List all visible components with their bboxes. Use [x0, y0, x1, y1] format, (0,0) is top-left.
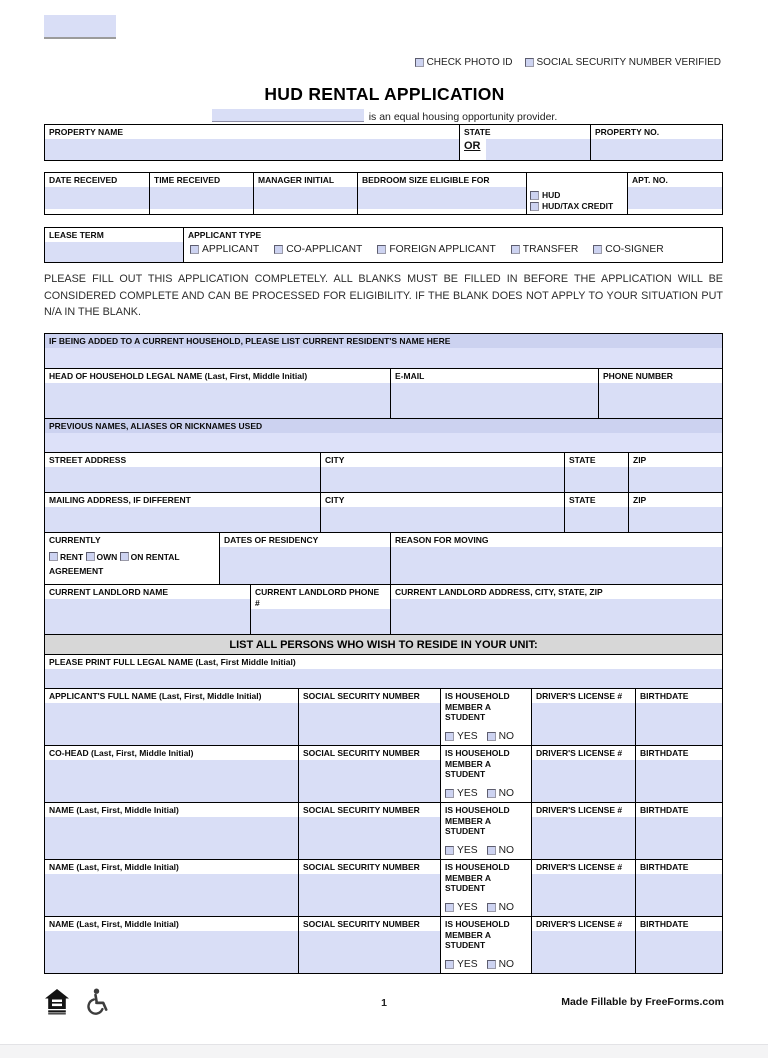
landlord-address-input[interactable]: [391, 599, 722, 634]
manager-initial-label: MANAGER INITIAL: [258, 175, 335, 185]
currently-label: CURRENTLY: [49, 535, 101, 545]
currently-options: [45, 547, 219, 582]
transfer-checkbox[interactable]: [511, 245, 520, 254]
hud-tax-credit-checkbox[interactable]: [530, 202, 539, 211]
ssn-verified-checkbox[interactable]: [525, 58, 534, 67]
yes-label: YES: [457, 902, 478, 913]
added-to-household-input[interactable]: [45, 348, 722, 368]
lease-term-label: LEASE TERM: [49, 230, 104, 240]
dates-of-residency-label: DATES OF RESIDENCY: [224, 535, 319, 545]
bedroom-size-label: BEDROOM SIZE ELIGIBLE FOR: [362, 175, 490, 185]
birthdate-label: BIRTHDATE: [640, 862, 689, 872]
person-name-input[interactable]: [45, 817, 298, 859]
person-row: [45, 802, 722, 859]
ssn-input[interactable]: [299, 817, 440, 859]
rent-checkbox[interactable]: [49, 552, 58, 561]
dates-of-residency-input[interactable]: [220, 547, 390, 584]
state-value: OR: [464, 139, 481, 152]
landlord-address-label: CURRENT LANDLORD ADDRESS, CITY, STATE, ZIP: [395, 587, 603, 597]
own-label: OWN: [96, 551, 118, 562]
received-table: [44, 172, 723, 215]
license-input[interactable]: [532, 931, 635, 973]
ssn-label: SOCIAL SECURITY NUMBER: [303, 805, 420, 815]
student-yes-checkbox[interactable]: [445, 846, 454, 855]
time-received-label: TIME RECEIVED: [154, 175, 221, 185]
license-label: DRIVER'S LICENSE #: [536, 691, 623, 701]
yes-label: YES: [457, 788, 478, 799]
page-title: HUD RENTAL APPLICATION: [264, 84, 505, 104]
person-name-input[interactable]: [45, 874, 298, 916]
hud-options: [527, 189, 627, 214]
ssn-input[interactable]: [299, 703, 440, 745]
mailing-address-label: MAILING ADDRESS, IF DIFFERENT: [49, 495, 191, 505]
city-label: CITY: [325, 455, 345, 465]
city-label: CITY: [325, 495, 345, 505]
landlord-name-input[interactable]: [45, 599, 250, 634]
license-input[interactable]: [532, 817, 635, 859]
apt-no-input[interactable]: [628, 187, 722, 209]
reason-for-moving-label: REASON FOR MOVING: [395, 535, 489, 545]
license-label: DRIVER'S LICENSE #: [536, 919, 623, 929]
subtitle: [44, 109, 725, 123]
person-name-input[interactable]: [45, 703, 298, 745]
on-rental-agreement-label: ON RENTAL AGREEMENT: [49, 551, 180, 577]
ssn-label: SOCIAL SECURITY NUMBER: [303, 862, 420, 872]
birthdate-label: BIRTHDATE: [640, 748, 689, 758]
no-label: NO: [498, 845, 515, 856]
page-bottom-edge: [0, 1044, 768, 1058]
no-label: NO: [498, 731, 515, 742]
co-applicant-checkbox[interactable]: [274, 245, 283, 254]
no-label: NO: [498, 902, 515, 913]
persons-section-header: LIST ALL PERSONS WHO WISH TO RESIDE IN YOUR UNIT:: [45, 635, 722, 654]
check-photo-id-label: CHECK PHOTO ID: [426, 57, 513, 68]
property-name-input[interactable]: [45, 139, 459, 160]
state-label: STATE: [569, 495, 596, 505]
license-label: DRIVER'S LICENSE #: [536, 805, 623, 815]
email-label: E-MAIL: [395, 371, 425, 381]
page-footer: [44, 988, 724, 1022]
person-row: [45, 859, 722, 916]
state-label: STATE: [569, 455, 596, 465]
household-table: [44, 333, 723, 974]
landlord-phone-input[interactable]: [251, 609, 390, 634]
student-no-checkbox[interactable]: [487, 732, 496, 741]
birthdate-label: BIRTHDATE: [640, 805, 689, 815]
license-label: DRIVER'S LICENSE #: [536, 862, 623, 872]
foreign-applicant-checkbox[interactable]: [377, 245, 386, 254]
mailing-address-input[interactable]: [45, 507, 320, 532]
street-address-label: STREET ADDRESS: [49, 455, 127, 465]
student-label: IS HOUSEHOLD MEMBER A STUDENT: [445, 919, 510, 951]
zip-input[interactable]: [629, 467, 722, 492]
reason-for-moving-input[interactable]: [391, 547, 722, 584]
student-yes-checkbox[interactable]: [445, 960, 454, 969]
transfer-label: TRANSFER: [522, 243, 579, 255]
student-no-checkbox[interactable]: [487, 789, 496, 798]
print-full-name-label: PLEASE PRINT FULL LEGAL NAME (Last, First Middle Initial): [49, 657, 296, 667]
hud-checkbox[interactable]: [530, 191, 539, 200]
mailing-zip-input[interactable]: [629, 507, 722, 532]
license-input[interactable]: [532, 874, 635, 916]
apt-no-label: APT. NO.: [632, 175, 668, 185]
head-legal-name-input[interactable]: [45, 383, 390, 418]
birthdate-input[interactable]: [636, 703, 722, 745]
landlord-name-label: CURRENT LANDLORD NAME: [49, 587, 168, 597]
hud-label: HUD: [542, 190, 561, 200]
previous-names-input[interactable]: [45, 433, 722, 452]
phone-number-input[interactable]: [599, 383, 722, 418]
co-signer-label: CO-SIGNER: [605, 243, 664, 255]
student-yes-checkbox[interactable]: [445, 789, 454, 798]
added-to-household-label: IF BEING ADDED TO A CURRENT HOUSEHOLD, PLEASE LIST CURRENT RESIDENT'S NAME HERE: [45, 334, 722, 348]
co-signer-checkbox[interactable]: [593, 245, 602, 254]
zip-label: ZIP: [633, 495, 647, 505]
student-yes-no: [441, 786, 531, 802]
email-input[interactable]: [391, 383, 598, 418]
person-name-label: APPLICANT'S FULL NAME (Last, First, Middle Initial): [49, 691, 262, 701]
mailing-city-input[interactable]: [321, 507, 564, 532]
check-photo-id-checkbox[interactable]: [415, 58, 424, 67]
license-input[interactable]: [532, 760, 635, 802]
student-yes-checkbox[interactable]: [445, 903, 454, 912]
person-name-input[interactable]: [45, 931, 298, 973]
student-yes-no: [441, 900, 531, 916]
on-rental-agreement-checkbox[interactable]: [120, 552, 129, 561]
birthdate-input[interactable]: [636, 874, 722, 916]
lease-term-input[interactable]: [45, 242, 183, 262]
license-input[interactable]: [532, 703, 635, 745]
landlord-phone-label: CURRENT LANDLORD PHONE #: [255, 587, 380, 608]
top-left-input[interactable]: [44, 15, 116, 39]
state-input[interactable]: [486, 139, 591, 160]
student-label: IS HOUSEHOLD MEMBER A STUDENT: [445, 805, 510, 837]
person-name-label: NAME (Last, First, Middle Initial): [49, 919, 179, 929]
manager-initial-input[interactable]: [254, 187, 357, 209]
ssn-label: SOCIAL SECURITY NUMBER: [303, 691, 420, 701]
phone-number-label: PHONE NUMBER: [603, 371, 673, 381]
city-input[interactable]: [321, 467, 564, 492]
person-name-input[interactable]: [45, 760, 298, 802]
property-name-label: PROPERTY NAME: [49, 127, 123, 137]
no-label: NO: [498, 959, 515, 970]
co-applicant-label: CO-APPLICANT: [286, 243, 363, 255]
person-name-label: NAME (Last, First, Middle Initial): [49, 862, 179, 872]
property-no-label: PROPERTY NO.: [595, 127, 660, 137]
yes-label: YES: [457, 959, 478, 970]
yes-label: YES: [457, 845, 478, 856]
instructions-paragraph: PLEASE FILL OUT THIS APPLICATION COMPLETELY. ALL BLANKS MUST BE FILLED IN BEFORE THE APPLICATION WILL BE CONSIDERED COMPLETE AND CAN BE PROCESSED FOR ELIGIBILITY. IF THE BLANK DOES NOT APPLY TO YOUR SITUATION PUT N/A IN THE BLANK.: [44, 273, 723, 319]
print-full-name-input[interactable]: [45, 669, 722, 688]
no-label: NO: [498, 788, 515, 799]
bedroom-size-input[interactable]: [358, 187, 526, 209]
mailing-state-input[interactable]: [565, 507, 628, 532]
birthdate-input[interactable]: [636, 931, 722, 973]
student-no-checkbox[interactable]: [487, 846, 496, 855]
provider-name-input[interactable]: [212, 109, 364, 122]
own-checkbox[interactable]: [86, 552, 95, 561]
ssn-input[interactable]: [299, 760, 440, 802]
birthdate-label: BIRTHDATE: [640, 919, 689, 929]
page-number: 1: [381, 997, 387, 1009]
birthdate-input[interactable]: [636, 760, 722, 802]
state-label: STATE: [464, 127, 491, 137]
street-address-input[interactable]: [45, 467, 320, 492]
student-label: IS HOUSEHOLD MEMBER A STUDENT: [445, 691, 510, 723]
foreign-applicant-label: FOREIGN APPLICANT: [389, 243, 496, 255]
student-no-checkbox[interactable]: [487, 903, 496, 912]
student-label: IS HOUSEHOLD MEMBER A STUDENT: [445, 862, 510, 894]
rent-label: RENT: [60, 551, 84, 562]
student-label: IS HOUSEHOLD MEMBER A STUDENT: [445, 748, 510, 780]
applicant-type-options: [184, 242, 722, 261]
previous-names-label: PREVIOUS NAMES, ALIASES OR NICKNAMES USED: [45, 419, 722, 433]
property-no-input[interactable]: [591, 139, 722, 160]
time-received-input[interactable]: [150, 187, 253, 209]
credit-text: Made Fillable by FreeForms.com: [561, 996, 724, 1008]
ssn-label: SOCIAL SECURITY NUMBER: [303, 748, 420, 758]
student-yes-no: [441, 729, 531, 745]
birthdate-input[interactable]: [636, 817, 722, 859]
person-name-label: NAME (Last, First, Middle Initial): [49, 805, 179, 815]
person-row: [45, 688, 722, 745]
verification-checkboxes: [415, 57, 721, 68]
hud-tax-credit-label: HUD/TAX CREDIT: [542, 201, 614, 211]
property-table: [44, 124, 723, 161]
applicant-label: APPLICANT: [202, 243, 260, 255]
date-received-label: DATE RECEIVED: [49, 175, 118, 185]
lease-table: [44, 227, 723, 263]
student-yes-no: [441, 843, 531, 859]
ssn-input[interactable]: [299, 874, 440, 916]
person-row: [45, 745, 722, 802]
applicant-checkbox[interactable]: [190, 245, 199, 254]
date-received-input[interactable]: [45, 187, 149, 209]
yes-label: YES: [457, 731, 478, 742]
ssn-verified-label: SOCIAL SECURITY NUMBER VERIFIED: [536, 57, 721, 68]
state-input[interactable]: [565, 467, 628, 492]
person-row: [45, 916, 722, 973]
applicant-type-label: APPLICANT TYPE: [188, 230, 262, 240]
student-yes-checkbox[interactable]: [445, 732, 454, 741]
zip-label: ZIP: [633, 455, 647, 465]
head-legal-name-label: HEAD OF HOUSEHOLD LEGAL NAME (Last, First, Middle Initial): [49, 371, 308, 381]
birthdate-label: BIRTHDATE: [640, 691, 689, 701]
student-no-checkbox[interactable]: [487, 960, 496, 969]
person-name-label: CO-HEAD (Last, First, Middle Initial): [49, 748, 194, 758]
subtitle-text: is an equal housing opportunity provider.: [368, 111, 558, 123]
license-label: DRIVER'S LICENSE #: [536, 748, 623, 758]
ssn-label: SOCIAL SECURITY NUMBER: [303, 919, 420, 929]
student-yes-no: [441, 957, 531, 973]
ssn-input[interactable]: [299, 931, 440, 973]
